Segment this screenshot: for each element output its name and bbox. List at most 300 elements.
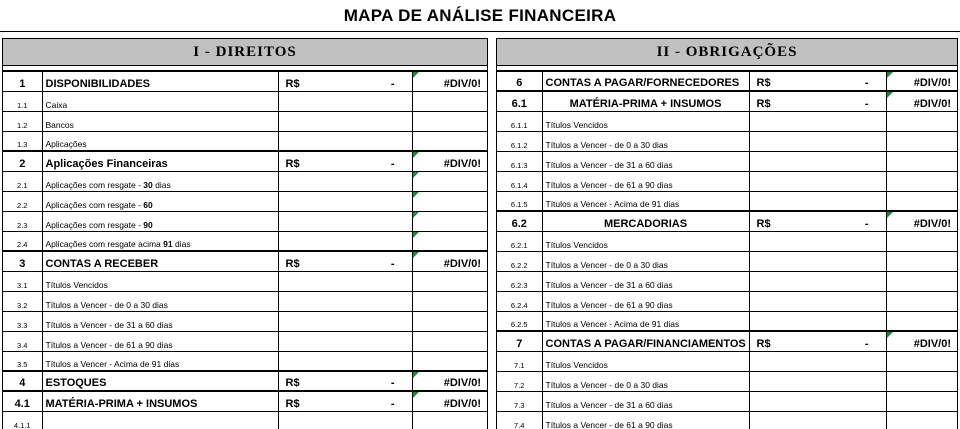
value-cell[interactable] <box>749 371 886 391</box>
percentage-cell[interactable] <box>412 131 487 151</box>
value-cell[interactable] <box>278 211 412 231</box>
row-label: Títulos Vencidos <box>45 279 108 290</box>
description-cell[interactable] <box>42 311 278 331</box>
percentage-cell[interactable] <box>412 351 487 371</box>
section-row <box>497 331 957 351</box>
comment-marker-icon <box>413 152 419 158</box>
comment-marker-icon <box>887 72 893 78</box>
row-number-cell[interactable] <box>3 351 42 371</box>
value-cell[interactable] <box>749 111 886 131</box>
currency-value: - <box>864 97 869 110</box>
row-number: 1.1 <box>17 100 28 110</box>
row-number: 2.2 <box>17 200 28 210</box>
currency-symbol: R$ <box>285 77 300 90</box>
direitos-table <box>3 70 487 429</box>
table-row <box>497 131 957 151</box>
table-row <box>497 251 957 271</box>
row-label: Bancos <box>45 119 74 130</box>
row-number-cell[interactable] <box>3 91 42 111</box>
title-bar <box>0 0 960 34</box>
row-label: Títulos a Vencer - de 61 a 90 dias <box>545 420 673 429</box>
comment-marker-icon <box>413 232 419 238</box>
table-row <box>497 111 957 131</box>
section-row <box>3 251 487 271</box>
row-number-cell[interactable] <box>3 131 42 151</box>
value-cell[interactable] <box>749 191 886 211</box>
row-label: MATÉRIA-PRIMA + INSUMOS <box>45 397 198 410</box>
row-number-cell[interactable] <box>497 131 542 151</box>
row-number-cell[interactable] <box>497 331 542 351</box>
table-row <box>497 311 957 331</box>
value-cell[interactable] <box>278 251 412 271</box>
table-row <box>497 371 957 391</box>
comment-marker-icon <box>413 172 419 178</box>
row-number: 6.1.3 <box>510 160 528 170</box>
description-cell[interactable] <box>42 271 278 291</box>
table-row <box>3 231 487 251</box>
row-label: Títulos a Vencer - de 0 a 30 dias <box>545 139 668 150</box>
row-number: 2.3 <box>17 220 28 230</box>
percentage-cell[interactable] <box>886 151 957 171</box>
percentage-cell[interactable] <box>886 211 957 231</box>
title-underline <box>0 31 960 32</box>
description-cell[interactable] <box>542 131 749 151</box>
value-cell[interactable] <box>749 311 886 331</box>
currency-value: - <box>390 257 395 270</box>
description-cell[interactable] <box>542 191 749 211</box>
description-cell[interactable] <box>42 331 278 351</box>
table-row <box>497 171 957 191</box>
currency-value: - <box>864 77 869 89</box>
row-number: 7.1 <box>514 360 525 370</box>
row-number: 7 <box>516 337 523 350</box>
description-cell[interactable] <box>42 251 278 271</box>
row-label-suffix: dias <box>172 239 191 249</box>
row-label: Aplicações com resgate - <box>45 179 144 190</box>
value-cell[interactable] <box>278 391 412 411</box>
row-label: Títulos a Vencer - de 0 a 30 dias <box>545 379 668 390</box>
row-label-suffix: dias <box>152 179 171 190</box>
row-label: Títulos a Vencer - de 0 a 30 dias <box>45 299 168 310</box>
currency-value: - <box>864 217 869 230</box>
value-cell[interactable] <box>749 291 886 311</box>
table-row <box>3 131 487 151</box>
row-number: 3.4 <box>17 340 28 350</box>
percentage-value: #DIV/0! <box>443 257 481 270</box>
percentage-cell[interactable] <box>412 291 487 311</box>
row-number-cell[interactable] <box>497 211 542 231</box>
description-cell[interactable] <box>542 171 749 191</box>
value-cell[interactable] <box>278 311 412 331</box>
percentage-cell[interactable] <box>886 251 957 271</box>
row-label: Títulos Vencidos <box>545 119 608 130</box>
value-cell[interactable] <box>278 331 412 351</box>
table-row <box>497 391 957 411</box>
percentage-cell[interactable] <box>886 131 957 151</box>
currency-symbol: R$ <box>756 217 771 230</box>
percentage-cell[interactable] <box>886 371 957 391</box>
row-number-cell[interactable] <box>3 391 42 411</box>
row-label-days: 91 <box>163 239 173 249</box>
value-cell[interactable] <box>278 231 412 251</box>
percentage-cell[interactable] <box>886 391 957 411</box>
description-cell[interactable] <box>42 71 278 91</box>
percentage-cell[interactable] <box>412 71 487 91</box>
value-cell[interactable] <box>278 351 412 371</box>
row-label: Títulos a Vencer - de 61 a 90 dias <box>545 179 673 190</box>
row-label: Caixa <box>45 99 68 110</box>
percentage-value: #DIV/0! <box>443 377 481 389</box>
row-number: 6.2.2 <box>510 260 528 270</box>
table-row <box>3 211 487 231</box>
table-row <box>3 111 487 131</box>
description-cell[interactable] <box>42 131 278 151</box>
row-number-cell[interactable] <box>497 231 542 251</box>
percentage-cell[interactable] <box>412 411 487 429</box>
row-number: 6.2.4 <box>510 300 528 310</box>
row-number-cell[interactable] <box>497 271 542 291</box>
description-cell[interactable] <box>542 411 749 429</box>
percentage-cell[interactable] <box>412 171 487 191</box>
table-row <box>497 411 957 429</box>
row-number: 6.1 <box>511 97 527 110</box>
comment-marker-icon <box>413 392 419 398</box>
row-label: Títulos a Vencer - de 61 a 90 dias <box>545 299 673 310</box>
row-label: Aplicações com resgate acima <box>45 239 164 249</box>
percentage-cell[interactable] <box>886 71 957 91</box>
value-cell[interactable] <box>749 171 886 191</box>
description-cell[interactable] <box>542 151 749 171</box>
row-number-cell[interactable] <box>497 71 542 91</box>
row-number-cell[interactable] <box>3 111 42 131</box>
section-row <box>3 71 487 91</box>
value-cell[interactable] <box>749 271 886 291</box>
percentage-cell[interactable] <box>412 331 487 351</box>
row-number-cell[interactable] <box>3 291 42 311</box>
percentage-value: #DIV/0! <box>913 97 951 110</box>
row-number: 6.1.5 <box>510 200 528 209</box>
row-label: Títulos a Vencer - Acima de 91 dias <box>545 199 680 209</box>
percentage-cell[interactable] <box>886 91 957 111</box>
row-number: 7.3 <box>514 400 525 410</box>
description-cell[interactable] <box>542 371 749 391</box>
value-cell[interactable] <box>278 171 412 191</box>
comment-marker-icon <box>413 72 419 78</box>
description-cell[interactable] <box>542 331 749 351</box>
row-number: 3.5 <box>17 360 28 369</box>
comment-marker-icon <box>887 92 893 98</box>
row-label-days: 90 <box>143 219 153 230</box>
description-cell[interactable] <box>42 171 278 191</box>
row-number-cell[interactable] <box>497 171 542 191</box>
row-label: CONTAS A PAGAR/FINANCIAMENTOS <box>545 337 746 350</box>
row-number: 1 <box>19 77 26 90</box>
description-cell[interactable] <box>42 211 278 231</box>
value-cell[interactable] <box>278 71 412 91</box>
table-row <box>3 311 487 331</box>
row-number-cell[interactable] <box>3 411 42 429</box>
description-cell[interactable] <box>42 411 278 429</box>
percentage-cell[interactable] <box>412 231 487 251</box>
value-cell[interactable] <box>749 331 886 351</box>
value-cell[interactable] <box>278 131 412 151</box>
currency-symbol: R$ <box>285 157 300 170</box>
row-label: Aplicações Financeiras <box>45 157 168 170</box>
table-row <box>3 291 487 311</box>
description-cell[interactable] <box>542 231 749 251</box>
row-number: 3.2 <box>17 300 28 310</box>
row-label: MERCADORIAS <box>603 217 688 230</box>
panel-heading-obrigacoes: II - OBRIGAÇÕES <box>496 38 958 66</box>
row-number: 4.1 <box>14 397 30 410</box>
value-cell[interactable] <box>278 271 412 291</box>
description-cell[interactable] <box>542 351 749 371</box>
obrigacoes-table <box>497 70 957 429</box>
percentage-cell[interactable] <box>886 291 957 311</box>
row-number-cell[interactable] <box>3 251 42 271</box>
description-cell[interactable] <box>42 91 278 111</box>
currency-symbol: R$ <box>285 377 300 389</box>
description-cell[interactable] <box>42 391 278 411</box>
panel-direitos <box>2 38 488 429</box>
percentage-cell[interactable] <box>412 211 487 231</box>
percentage-cell[interactable] <box>886 351 957 371</box>
row-number: 6.1.4 <box>510 180 528 190</box>
value-cell[interactable] <box>749 231 886 251</box>
row-number: 1.3 <box>17 140 28 149</box>
table-row <box>497 191 957 211</box>
row-number-cell[interactable] <box>3 151 42 171</box>
row-number: 2.1 <box>17 180 28 190</box>
row-number-cell[interactable] <box>3 371 42 391</box>
row-number: 6.2.3 <box>510 280 528 290</box>
percentage-value: #DIV/0! <box>443 397 481 410</box>
row-number-cell[interactable] <box>3 171 42 191</box>
value-cell[interactable] <box>749 351 886 371</box>
row-number-cell[interactable] <box>497 411 542 429</box>
description-cell[interactable] <box>542 111 749 131</box>
percentage-value: #DIV/0! <box>443 157 481 170</box>
section-row <box>3 371 487 391</box>
table-row <box>3 191 487 211</box>
comment-marker-icon <box>413 192 419 198</box>
row-number-cell[interactable] <box>3 211 42 231</box>
table-row <box>497 271 957 291</box>
row-number: 6.1.2 <box>510 140 528 150</box>
row-number-cell[interactable] <box>497 191 542 211</box>
row-number: 6 <box>516 77 523 89</box>
comment-marker-icon <box>887 212 893 218</box>
currency-symbol: R$ <box>285 397 300 410</box>
table-row <box>3 171 487 191</box>
row-number-cell[interactable] <box>3 191 42 211</box>
description-cell[interactable] <box>542 211 749 231</box>
row-number-cell[interactable] <box>3 311 42 331</box>
row-number-cell[interactable] <box>3 231 42 251</box>
row-number: 3.1 <box>17 280 28 290</box>
row-label: ESTOQUES <box>45 377 107 389</box>
percentage-value: #DIV/0! <box>913 337 951 350</box>
row-label-days: 60 <box>143 199 153 210</box>
value-cell[interactable] <box>278 371 412 391</box>
currency-symbol: R$ <box>756 337 771 350</box>
percentage-cell[interactable] <box>412 151 487 171</box>
currency-symbol: R$ <box>285 257 300 270</box>
row-number-cell[interactable] <box>497 91 542 111</box>
row-number-cell[interactable] <box>3 271 42 291</box>
value-cell[interactable] <box>278 191 412 211</box>
value-cell[interactable] <box>278 151 412 171</box>
value-cell[interactable] <box>749 251 886 271</box>
percentage-cell[interactable] <box>412 271 487 291</box>
row-number: 6.1.1 <box>510 120 528 130</box>
row-label: Aplicações com resgate - <box>45 219 144 230</box>
description-cell[interactable] <box>542 91 749 111</box>
description-cell[interactable] <box>42 291 278 311</box>
description-cell[interactable] <box>42 191 278 211</box>
percentage-cell[interactable] <box>886 171 957 191</box>
row-number-cell[interactable] <box>497 371 542 391</box>
row-number: 4 <box>19 377 26 389</box>
currency-value: - <box>390 377 395 389</box>
row-label: Aplicações com resgate - <box>45 199 144 210</box>
value-cell[interactable] <box>749 71 886 91</box>
row-number-cell[interactable] <box>497 291 542 311</box>
comment-marker-icon <box>413 372 419 378</box>
percentage-cell[interactable] <box>412 191 487 211</box>
table-row <box>3 331 487 351</box>
percentage-cell[interactable] <box>886 191 957 211</box>
description-cell[interactable] <box>42 151 278 171</box>
row-label: Títulos Vencidos <box>545 359 608 370</box>
row-label: DISPONIBILIDADES <box>45 77 151 90</box>
percentage-cell[interactable] <box>886 231 957 251</box>
description-cell[interactable] <box>542 251 749 271</box>
table-row <box>3 91 487 111</box>
row-number-cell[interactable] <box>497 391 542 411</box>
currency-value: - <box>390 77 395 90</box>
row-label: Títulos Vencidos <box>545 239 608 250</box>
row-number: 3.3 <box>17 320 28 330</box>
row-label: Títulos a Vencer - de 31 a 60 dias <box>545 159 673 170</box>
value-cell[interactable] <box>278 291 412 311</box>
value-cell[interactable] <box>278 111 412 131</box>
comment-marker-icon <box>413 212 419 218</box>
percentage-cell[interactable] <box>412 391 487 411</box>
row-label: Títulos a Vencer - de 31 a 60 dias <box>545 279 673 290</box>
percentage-cell[interactable] <box>412 251 487 271</box>
percentage-cell[interactable] <box>412 371 487 391</box>
description-cell[interactable] <box>42 111 278 131</box>
percentage-cell[interactable] <box>886 411 957 429</box>
description-cell[interactable] <box>42 231 278 251</box>
description-cell[interactable] <box>542 391 749 411</box>
panel-heading-direitos: I - DIREITOS <box>2 38 488 66</box>
description-cell[interactable] <box>542 71 749 91</box>
value-cell[interactable] <box>749 411 886 429</box>
section-row <box>497 91 957 111</box>
value-cell[interactable] <box>749 151 886 171</box>
value-cell[interactable] <box>278 91 412 111</box>
row-number-cell[interactable] <box>497 111 542 131</box>
value-cell[interactable] <box>749 391 886 411</box>
row-number-cell[interactable] <box>497 351 542 371</box>
row-number: 7.4 <box>514 421 525 429</box>
panel-obrigacoes <box>496 38 958 429</box>
value-cell[interactable] <box>749 131 886 151</box>
row-number: 6.2.1 <box>510 240 528 250</box>
row-number: 4.1.1 <box>13 421 31 429</box>
percentage-cell[interactable] <box>412 111 487 131</box>
row-number: 6.2.5 <box>510 320 528 329</box>
percentage-cell[interactable] <box>412 91 487 111</box>
value-cell[interactable] <box>749 91 886 111</box>
section-row <box>3 151 487 171</box>
percentage-cell[interactable] <box>886 331 957 351</box>
row-number-cell[interactable] <box>497 151 542 171</box>
row-number-cell[interactable] <box>3 331 42 351</box>
comment-marker-icon <box>887 332 893 338</box>
currency-value: - <box>390 157 395 170</box>
comment-marker-icon <box>413 252 419 258</box>
currency-value: - <box>390 397 395 410</box>
row-number: 7.2 <box>514 380 525 390</box>
row-label: MATÉRIA-PRIMA + INSUMOS <box>569 97 722 110</box>
row-number-cell[interactable] <box>3 71 42 91</box>
table-row <box>3 411 487 429</box>
percentage-cell[interactable] <box>886 111 957 131</box>
percentage-cell[interactable] <box>412 311 487 331</box>
description-cell[interactable] <box>42 371 278 391</box>
description-cell[interactable] <box>542 291 749 311</box>
section-row <box>497 211 957 231</box>
description-cell[interactable] <box>542 271 749 291</box>
row-label: CONTAS A PAGAR/FORNECEDORES <box>545 77 740 89</box>
document-title: MAPA DE ANÁLISE FINANCEIRA <box>343 6 617 25</box>
row-label: Títulos a Vencer - Acima de 91 dias <box>45 359 180 369</box>
table-row <box>3 351 487 371</box>
table-row <box>497 351 957 371</box>
value-cell[interactable] <box>278 411 412 429</box>
row-number: 2.4 <box>17 240 28 249</box>
description-cell[interactable] <box>542 311 749 331</box>
currency-symbol: R$ <box>756 77 771 89</box>
description-cell[interactable] <box>42 351 278 371</box>
table-row <box>497 231 957 251</box>
currency-value: - <box>864 337 869 350</box>
section-row <box>497 71 957 91</box>
row-number: 2 <box>19 157 26 170</box>
row-label: Aplicações <box>45 139 87 149</box>
percentage-cell[interactable] <box>886 311 957 331</box>
section-row <box>3 391 487 411</box>
row-number-cell[interactable] <box>497 311 542 331</box>
row-label: Títulos a Vencer - de 31 a 60 dias <box>545 399 673 410</box>
percentage-value: #DIV/0! <box>443 77 481 90</box>
table-row <box>497 291 957 311</box>
value-cell[interactable] <box>749 211 886 231</box>
row-number: 1.2 <box>17 120 28 130</box>
row-number-cell[interactable] <box>497 251 542 271</box>
row-number: 6.2 <box>511 217 527 230</box>
row-number: 3 <box>19 257 26 270</box>
percentage-value: #DIV/0! <box>913 217 951 230</box>
row-label: CONTAS A RECEBER <box>45 257 159 270</box>
percentage-value: #DIV/0! <box>913 77 951 89</box>
row-label: Títulos a Vencer - de 31 a 60 dias <box>45 319 173 330</box>
percentage-cell[interactable] <box>886 271 957 291</box>
table-row <box>3 271 487 291</box>
